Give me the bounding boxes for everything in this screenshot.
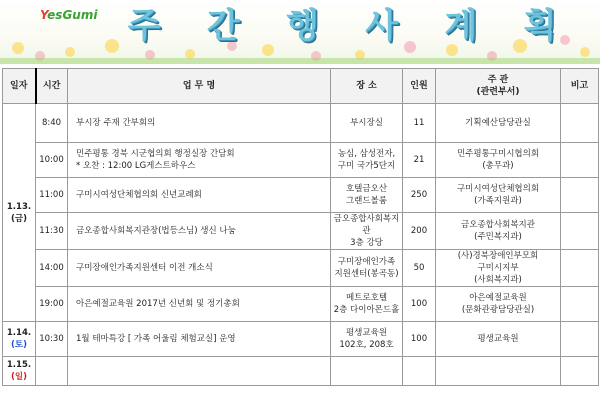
- note-cell: [561, 213, 599, 250]
- host-cell: [436, 250, 561, 287]
- place-line: 3층 강당: [350, 238, 383, 248]
- place-line: 호텔금오산: [345, 184, 388, 194]
- time-cell: 11:00: [36, 178, 68, 213]
- host-line: (문화관광담당관실): [461, 305, 535, 315]
- task-cell: [68, 213, 331, 250]
- title-char: 계: [444, 6, 478, 46]
- host-line: (가족지원과): [474, 196, 522, 206]
- place-line: 메트로호텔: [345, 293, 388, 303]
- host-line: (사회복지과): [474, 275, 522, 285]
- people-cell: 100: [403, 287, 436, 322]
- host-line: 금오종합사회복지관: [461, 220, 535, 230]
- place-line: 102호, 208호: [339, 340, 394, 350]
- task-line: 구미장애인가족지원센터 이전 개소식: [76, 263, 213, 273]
- table-header-row: [3, 69, 599, 104]
- host-line: 구미시지부: [477, 263, 519, 273]
- place-line: 농심, 삼성전자,: [337, 149, 396, 159]
- host-line: (사)경북장애인부모회: [457, 251, 539, 261]
- place-line: 지원센터(봉곡동): [334, 269, 399, 279]
- task-line: * 오찬 : 12:00 LG게스트하우스: [76, 161, 196, 171]
- col-task-header: 업 무 명: [68, 69, 331, 104]
- host-line: 아은예절교육원: [469, 293, 527, 303]
- place-line: 그랜드볼룸: [345, 196, 388, 206]
- title-char: 행: [285, 6, 319, 46]
- header-banner: [0, 0, 600, 64]
- host-line: 구미시여성단체협의회: [456, 184, 540, 194]
- host-cell: [436, 357, 561, 386]
- note-cell: [561, 287, 599, 322]
- table-row: [3, 287, 599, 322]
- task-line: 민주평통 경북 시군협의회 행정실장 간담회: [76, 149, 235, 159]
- task-line: 1월 테마특강 [ 가족 어울림 체험교실] 운영: [76, 334, 236, 344]
- place-line: 2층 다이아몬드홀: [333, 305, 400, 315]
- host-header-label: 주 관: [487, 75, 509, 85]
- task-cell: [68, 357, 331, 386]
- table-row: [3, 250, 599, 287]
- weekday-value: (일): [11, 372, 27, 382]
- task-line: 구미시여성단체협의회 신년교례회: [76, 190, 202, 200]
- table-row: [3, 357, 599, 386]
- host-line: 민주평통구미시협의회: [456, 149, 540, 159]
- place-line: 평생교육원: [345, 328, 388, 338]
- people-cell: 11: [403, 104, 436, 143]
- table-row: [3, 104, 599, 143]
- place-cell: [331, 143, 403, 178]
- people-cell: [403, 357, 436, 386]
- time-cell: 11:30: [36, 213, 68, 250]
- people-cell: 100: [403, 322, 436, 357]
- host-cell: [436, 287, 561, 322]
- task-cell: [68, 287, 331, 322]
- time-cell: 14:00: [36, 250, 68, 287]
- date-cell: [3, 104, 36, 322]
- note-cell: [561, 322, 599, 357]
- host-header-sub: (관련부서): [476, 87, 520, 97]
- place-cell: [331, 287, 403, 322]
- time-cell: 10:30: [36, 322, 68, 357]
- schedule-table: [2, 68, 599, 386]
- time-cell: 8:40: [36, 104, 68, 143]
- weekday-value: (토): [11, 340, 27, 350]
- place-line: 구미장애인가족: [337, 257, 396, 267]
- weekday-value: (금): [11, 213, 27, 224]
- table-row: [3, 213, 599, 250]
- schedule-body: [3, 104, 599, 386]
- date-value: 1.15.: [6, 360, 32, 370]
- host-line: 기획예산담당관실: [465, 118, 531, 128]
- table-row: [3, 322, 599, 357]
- place-cell: [331, 104, 403, 143]
- title-char: 획: [523, 6, 557, 46]
- date-value: 1.13.: [6, 201, 32, 212]
- note-cell: [561, 357, 599, 386]
- col-place-header: 장 소: [331, 69, 403, 104]
- people-cell: 21: [403, 143, 436, 178]
- date-cell: [3, 322, 36, 357]
- time-cell: 10:00: [36, 143, 68, 178]
- host-cell: [436, 213, 561, 250]
- host-cell: [436, 143, 561, 178]
- task-cell: [68, 143, 331, 178]
- people-cell: 50: [403, 250, 436, 287]
- task-cell: [68, 178, 331, 213]
- place-line: 구미 국가5단지: [337, 161, 396, 171]
- people-cell: 250: [403, 178, 436, 213]
- table-row: [3, 178, 599, 213]
- date-cell: [3, 357, 36, 386]
- host-cell: [436, 104, 561, 143]
- note-cell: [561, 143, 599, 178]
- place-line: 금오종합사회복지관: [333, 214, 400, 236]
- col-date-header: 일자: [3, 69, 36, 104]
- task-line: 부시장 주재 간부회의: [76, 118, 156, 128]
- host-line: (주민복지과): [474, 232, 522, 242]
- col-host-header: [436, 69, 561, 104]
- time-cell: 19:00: [36, 287, 68, 322]
- title-char: 간: [206, 6, 240, 46]
- task-cell: [68, 250, 331, 287]
- page-title: [122, 6, 562, 46]
- place-cell: [331, 250, 403, 287]
- place-cell: [331, 178, 403, 213]
- host-cell: [436, 178, 561, 213]
- note-cell: [561, 250, 599, 287]
- task-cell: [68, 322, 331, 357]
- place-cell: [331, 322, 403, 357]
- title-char: 주: [127, 6, 161, 46]
- col-note-header: 비고: [561, 69, 599, 104]
- task-cell: [68, 104, 331, 143]
- host-line: 평생교육원: [477, 334, 519, 344]
- task-line: 아은예절교육원 2017년 신년회 및 정기총회: [76, 299, 240, 309]
- note-cell: [561, 104, 599, 143]
- yesgumi-logo: YesGumi: [40, 8, 98, 22]
- col-people-header: 인원: [403, 69, 436, 104]
- task-line: 금오종합사회복지관장(법등스님) 생신 나눔: [76, 226, 236, 236]
- host-cell: [436, 322, 561, 357]
- note-cell: [561, 178, 599, 213]
- time-cell: [36, 357, 68, 386]
- date-value: 1.14.: [6, 328, 32, 338]
- place-cell: [331, 357, 403, 386]
- table-row: [3, 143, 599, 178]
- host-line: (총무과): [482, 161, 514, 171]
- place-cell: [331, 213, 403, 250]
- title-char: 사: [365, 6, 398, 46]
- place-line: 부시장실: [350, 118, 383, 128]
- people-cell: 200: [403, 213, 436, 250]
- col-time-header: 시간: [36, 69, 68, 104]
